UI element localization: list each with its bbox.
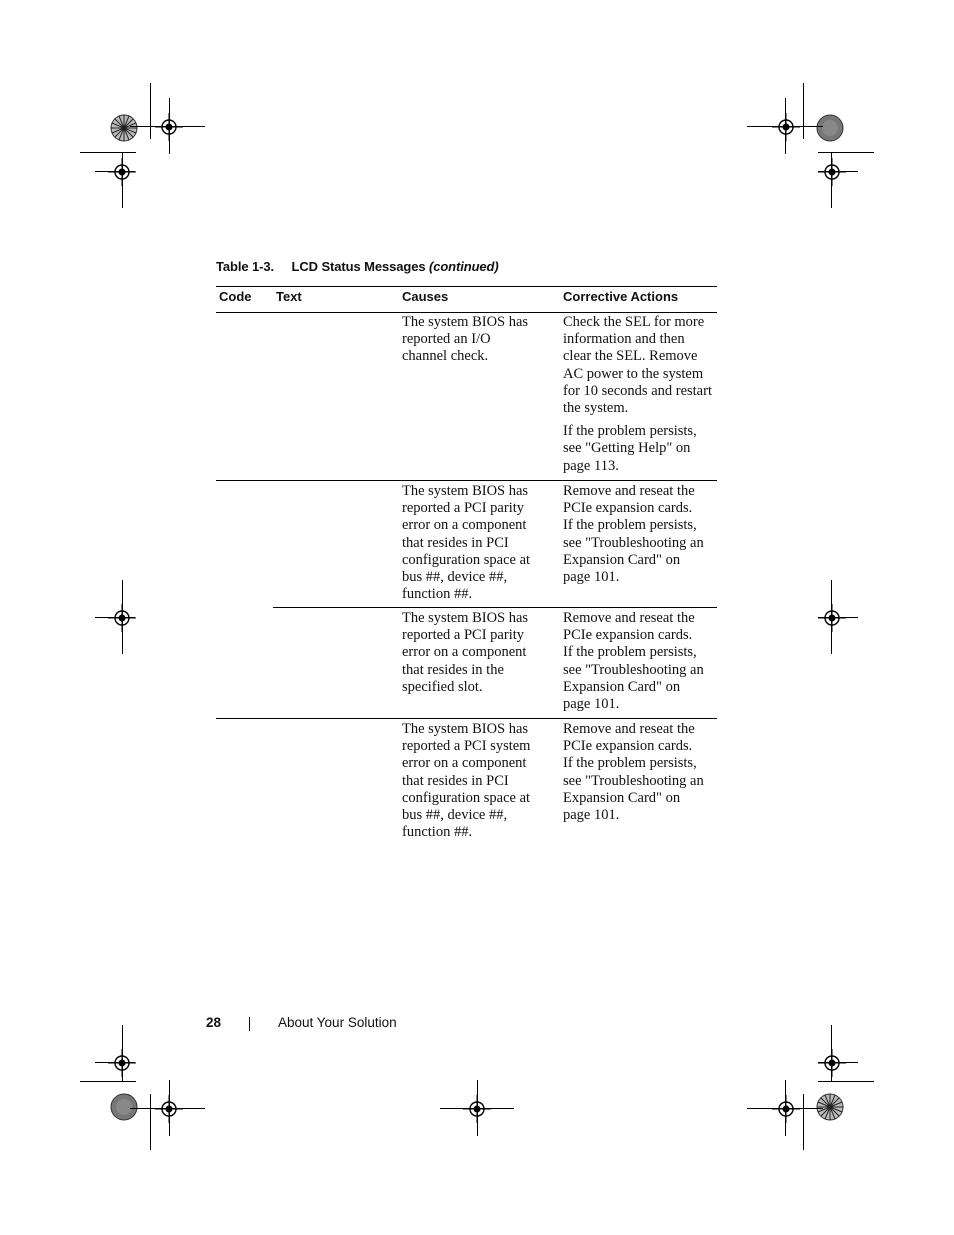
line: function ##. [402,824,473,841]
line: Remove and reseat the [563,483,695,499]
line: configuration space at [402,789,531,806]
row4-actions [563,721,704,824]
crop-line [130,126,205,127]
crop-line [818,1062,858,1063]
row3-actions [563,610,704,713]
crop-line [818,171,858,172]
line: page 101. [563,807,620,824]
line: function ##. [402,586,473,603]
crop-line [130,1108,205,1109]
crop-line [818,1081,874,1082]
crop-line [831,152,832,208]
line: that resides in the [402,661,504,678]
line: The system BIOS has [402,483,529,499]
line: Check the SEL for more [563,314,705,330]
line: Expansion Card" on [563,551,681,568]
line: bus ##, device ##, [402,807,508,824]
table-title: LCD Status Messages [291,259,426,274]
line: Expansion Card" on [563,678,681,695]
header-causes: Causes [402,289,449,304]
line: that resides in PCI [402,772,509,789]
row2-actions [563,483,704,586]
line: PCIe expansion cards. [563,738,693,755]
line: If the problem persists, [563,517,697,534]
line: reported a PCI parity [402,500,525,517]
crop-line [122,1025,123,1081]
line: page 113. [563,457,619,474]
line: error on a component [402,517,527,534]
crop-line [477,1080,478,1136]
row4-causes [402,721,530,841]
line: reported a PCI system [402,738,531,755]
row1-actions [563,314,712,475]
line: The system BIOS has [402,314,529,330]
line: reported a PCI parity [402,627,525,644]
line: that resides in PCI [402,534,509,551]
line: the system. [563,400,629,417]
header-bottom-rule [216,312,717,313]
row-divider [216,718,717,719]
row-divider [273,607,717,608]
header-corrective-actions: Corrective Actions [563,289,679,304]
line: see "Troubleshooting an [563,534,704,551]
page-number: 28 [206,1015,222,1030]
line: Remove and reseat the [563,721,695,737]
crop-line [122,580,123,654]
crosshair-icon [772,113,800,141]
line: configuration space at [402,551,531,568]
line: If the problem persists, [563,423,697,440]
line: information and then [563,331,685,348]
crop-line [95,171,135,172]
line: bus ##, device ##, [402,569,508,586]
table-caption [216,259,499,274]
line: error on a component [402,755,527,772]
line: see "Getting Help" on [563,440,691,457]
crop-line [80,152,136,153]
line: see "Troubleshooting an [563,661,704,678]
section-title: About Your Solution [278,1015,397,1030]
crop-line [150,1094,151,1150]
crop-line [831,580,832,654]
crosshair-icon [818,1049,846,1077]
row1-causes [402,314,528,366]
crop-line [169,98,170,154]
crop-line [831,1025,832,1081]
crop-line [818,617,858,618]
crop-line [785,1080,786,1136]
line: page 101. [563,569,620,586]
row2-causes [402,483,530,603]
line: The system BIOS has [402,721,529,737]
line: Expansion Card" on [563,789,681,806]
crop-line [818,152,874,153]
line: If the problem persists, [563,755,697,772]
crop-line [80,1081,136,1082]
footer-separator [249,1017,250,1031]
line: Remove and reseat the [563,610,695,626]
line: PCIe expansion cards. [563,627,693,644]
line: PCIe expansion cards. [563,500,693,517]
crop-line [169,1080,170,1136]
crosshair-icon [818,158,846,186]
line: see "Troubleshooting an [563,772,704,789]
crop-line [803,83,804,139]
table-top-rule [216,286,717,287]
row-divider [216,480,717,481]
crosshair-icon [818,604,846,632]
line: reported an I/O [402,331,491,348]
header-code: Code [219,289,252,304]
table-number: Table 1-3. [216,259,275,274]
line: for 10 seconds and restart [563,382,712,399]
line: error on a component [402,644,527,661]
header-text: Text [276,289,302,304]
line: channel check. [402,348,489,365]
line: AC power to the system [563,365,704,382]
gray-dot-icon [109,1092,139,1122]
crop-line [785,98,786,154]
row3-causes [402,610,528,696]
line: page 101. [563,696,620,713]
line: The system BIOS has [402,610,529,626]
crop-line [95,1062,135,1063]
line: specified slot. [402,678,483,695]
gray-dot-icon [815,113,845,143]
crop-line [122,152,123,208]
line: If the problem persists, [563,644,697,661]
crop-line [803,1094,804,1150]
color-wheel-icon [815,1092,845,1122]
crosshair-icon [772,1095,800,1123]
color-wheel-icon [109,113,139,143]
crop-line [150,83,151,139]
line: clear the SEL. Remove [563,348,698,365]
crop-line [95,617,135,618]
table-continued-label: (continued) [428,259,499,274]
